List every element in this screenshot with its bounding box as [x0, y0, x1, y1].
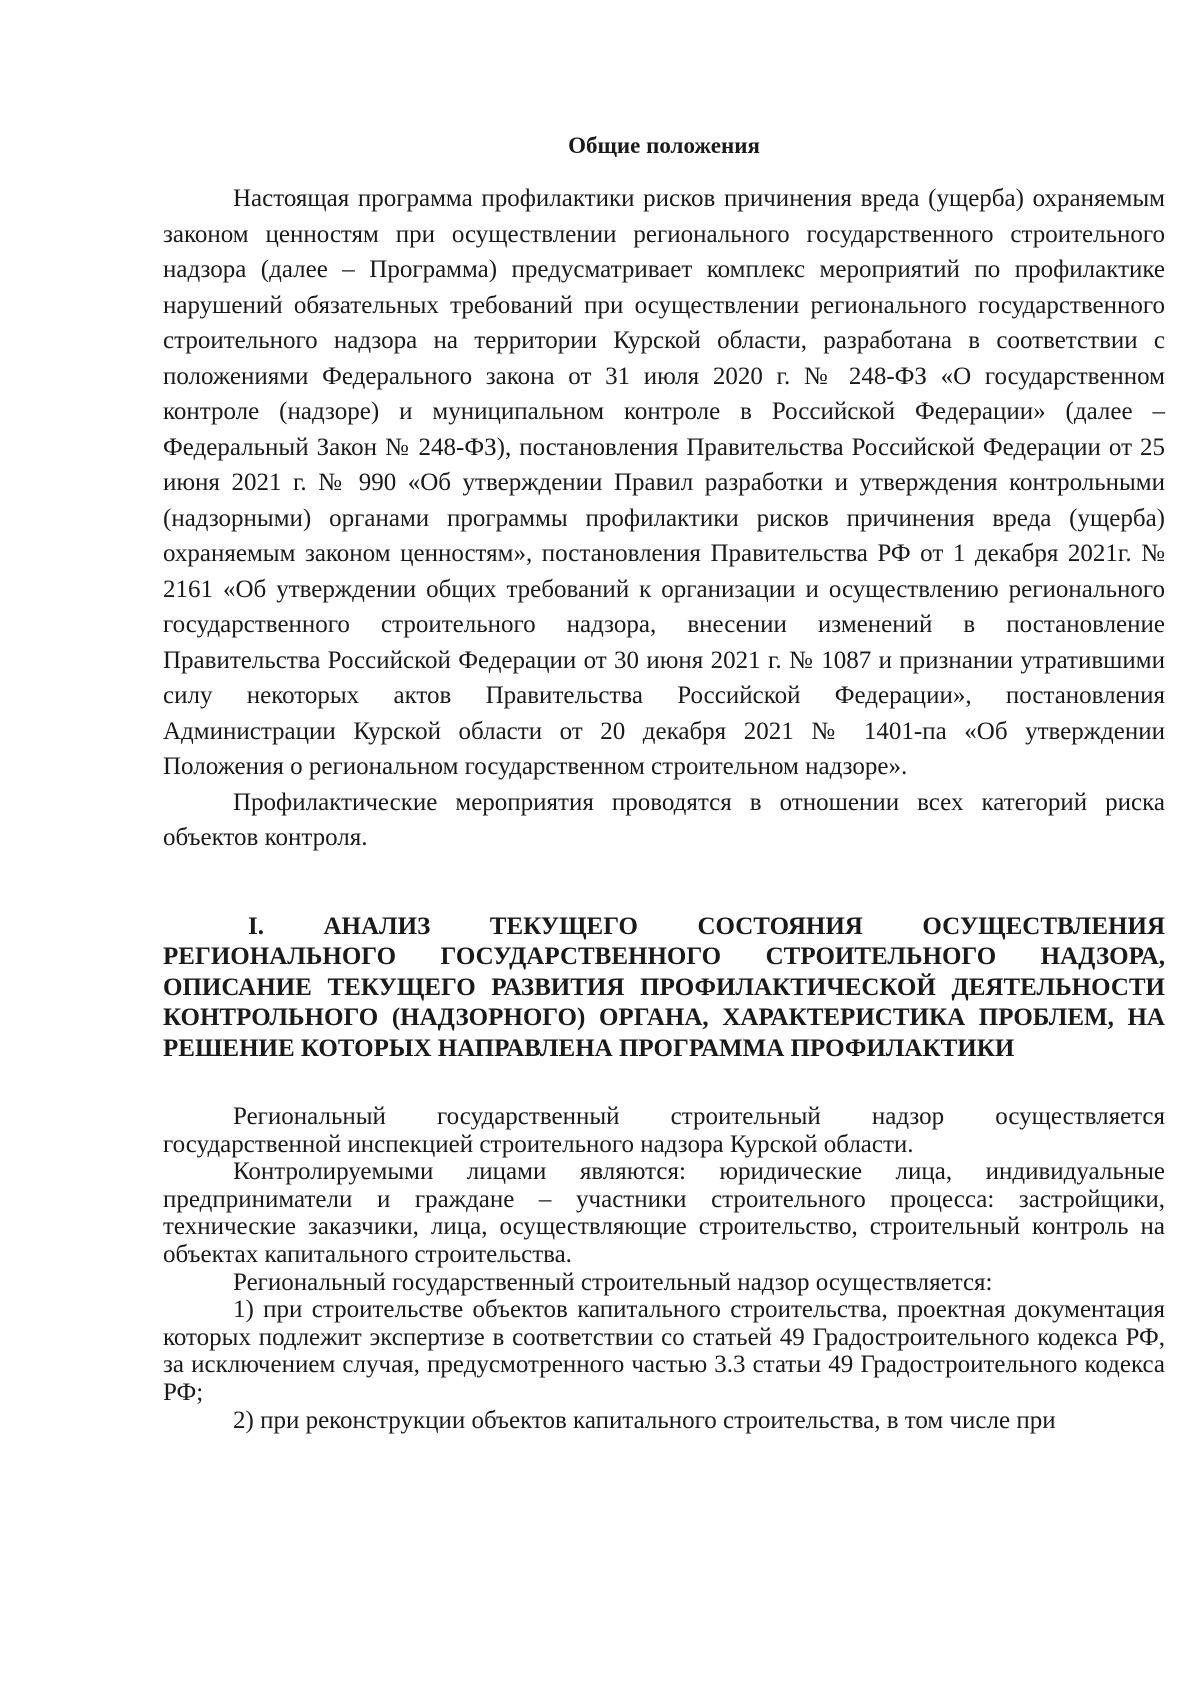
document-body: [163, 131, 1165, 1434]
general-provisions-text: [163, 181, 1165, 856]
paragraph-risk-categories: Профилактические мероприятия проводятся в отношении всех категорий риска объектов контроля.: [163, 788, 1165, 851]
general-provisions-heading: Общие положения: [568, 133, 760, 158]
paragraph-controlled-persons: Контролируемыми лицами являются: юридические лица, индивидуальные предприниматели и граждане – участники строительного процесса: застройщики, технические заказчики, лица, осуществляющие строительство, строительный контроль на объектах капитального строительства.: [163, 1158, 1165, 1268]
paragraph-supervisory-body: Региональный государственный строительный надзор осуществляется государственной инспекцией строительного надзора Курской области.: [163, 1103, 1165, 1158]
list-item-2: 2) при реконструкции объектов капитального строительства, в том числе при: [233, 1406, 1056, 1434]
paragraph-supervision-scope: Региональный государственный строительный надзор осуществляется:: [233, 1268, 993, 1296]
list-item-1: 1) при строительстве объектов капитального строительства, проектная документация которых подлежит экспертизе в соответствии со статьей 49 Градостроительного кодекса РФ, за исключением случая, предусмотренного частью 3.3 статьи 49 Градостроительного кодекса РФ;: [163, 1296, 1165, 1406]
paragraph-program-description: Настоящая программа профилактики рисков причинения вреда (ущерба) охраняемым законом ценностям при осуществлении регионального государственного строительного надзора (далее – Программа) предусматривает комплекс мероприятий по профилактике нарушений обязательных требований при осуществлении регионального государственного строительного надзора на территории Курской области, разработана в соответствии с положениями Федерального закона от 31 июля 2020 г. № 248-ФЗ «О государственном контроле (надзоре) и муниципальном контроле в Российской Федерации» (далее – Федеральный Закон № 248-ФЗ), постановления Правительства Российской Федерации от 25 июня 2021 г. № 990 «Об утверждении Правил разработки и утверждения контрольными (надзорными) органами программы профилактики рисков причинения вреда (ущерба) охраняемым законом ценностям», постановления Правительства РФ от 1 декабря 2021г. № 2161 «Об утверждении общих требований к организации и осуществлению регионального государственного строительного надзора, внесении изменений в постановление Правительства Российской Федерации от 30 июня 2021 г. № 1087 и признании утратившими силу некоторых актов Правительства Российской Федерации», постановления Администрации Курской области от 20 декабря 2021 № 1401-па «Об утверждении Положения о региональном государственном строительном надзоре».: [163, 185, 1165, 780]
section-1-title: I. АНАЛИЗ ТЕКУЩЕГО СОСТОЯНИЯ ОСУЩЕСТВЛЕНИЯ РЕГИОНАЛЬНОГО ГОСУДАРСТВЕННОГО СТРОИТЕЛЬНОГО НАДЗОРА, ОПИСАНИЕ ТЕКУЩЕГО РАЗВИТИЯ ПРОФИЛАКТИЧЕСКОЙ ДЕЯТЕЛЬНОСТИ КОНТРОЛЬНОГО (НАДЗОРНОГО) ОРГАНА, ХАРАКТЕРИСТИКА ПРОБЛЕМ, НА РЕШЕНИЕ КОТОРЫХ НАПРАВЛЕНА ПРОГРАММА ПРОФИЛАКТИКИ: [163, 912, 1165, 1062]
section-1-text: [163, 1103, 1165, 1434]
